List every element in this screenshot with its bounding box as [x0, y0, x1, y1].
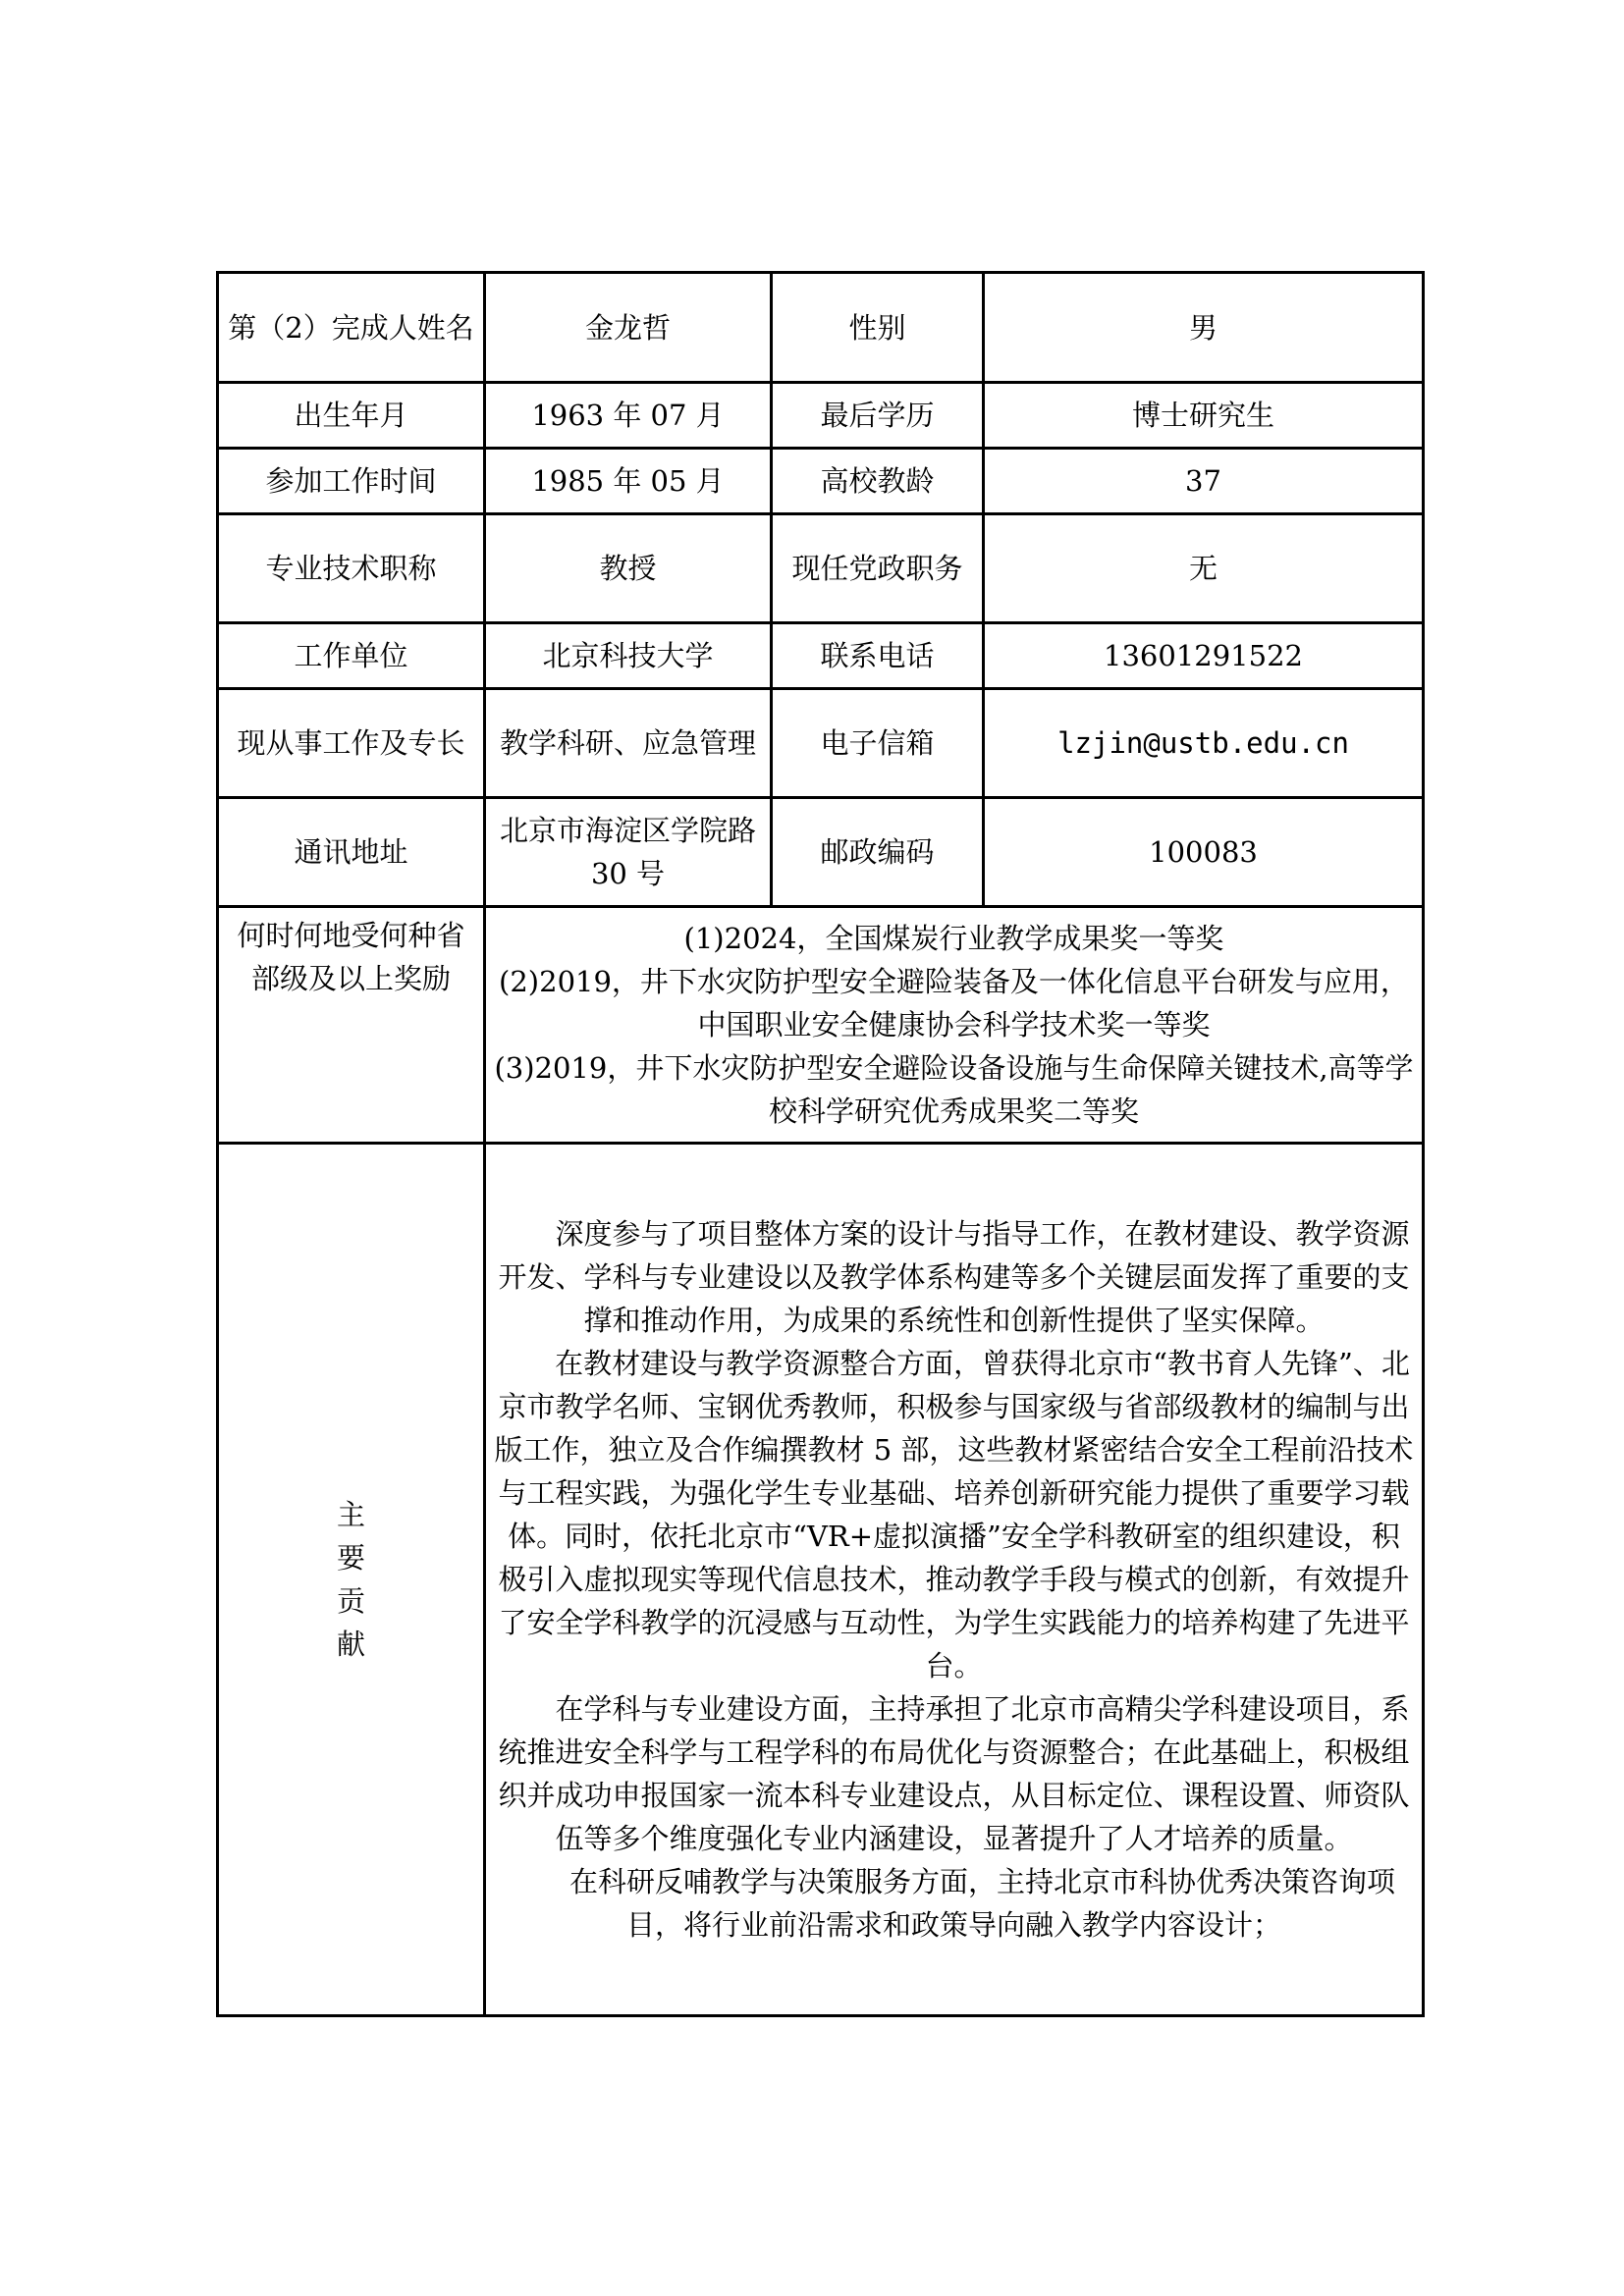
label-phone: 联系电话: [772, 623, 984, 689]
contribution-paragraph: 深度参与了项目整体方案的设计与指导工作，在教材建设、教学资源开发、学科与专业建设以及教学体系构建等多个关键层面发挥了重要的支撑和推动作用，为成果的系统性和创新性提供了坚实保障。: [498, 1217, 1410, 1337]
label-contribution: [218, 1144, 485, 2016]
label-specialty: 现从事工作及专长: [218, 689, 485, 798]
label-birth: 出生年月: [218, 383, 485, 449]
value-education: 博士研究生: [984, 383, 1424, 449]
label-gender: 性别: [772, 273, 984, 383]
value-name: 金龙哲: [485, 273, 772, 383]
label-email: 电子信箱: [772, 689, 984, 798]
value-address: 北京市海淀区学院路 30 号: [485, 798, 772, 907]
table-row-address: [218, 798, 1424, 907]
label-address: 通讯地址: [218, 798, 485, 907]
label-party-post: 现任党政职务: [772, 514, 984, 623]
contribution-text: [485, 1144, 1424, 2016]
value-teaching-years: 37: [984, 449, 1424, 514]
label-title: 专业技术职称: [218, 514, 485, 623]
award-item: (1)2024，全国煤炭行业教学成果奖一等奖: [683, 922, 1224, 955]
table-row-employer: [218, 623, 1424, 689]
value-birth: 1963 年 07 月: [485, 383, 772, 449]
label-contribution-char: 贡: [336, 1584, 365, 1618]
award-item: (2)2019，井下水灾防护型安全避险装备及一体化信息平台研发与应用，中国职业安全健康协会科学技术奖一等奖: [499, 965, 1409, 1041]
table-row-birth: [218, 383, 1424, 449]
label-work-start: 参加工作时间: [218, 449, 485, 514]
table-row-awards: [218, 907, 1424, 1144]
table-row-name: [218, 273, 1424, 383]
value-employer: 北京科技大学: [485, 623, 772, 689]
table-row-work-start: [218, 449, 1424, 514]
label-contribution-char: 主: [336, 1498, 365, 1531]
label-employer: 工作单位: [218, 623, 485, 689]
award-item: (3)2019，井下水灾防护型安全避险设备设施与生命保障关键技术,高等学校科学研究优秀成果奖二等奖: [494, 1051, 1414, 1128]
value-gender: 男: [984, 273, 1424, 383]
value-work-start: 1985 年 05 月: [485, 449, 772, 514]
value-title: 教授: [485, 514, 772, 623]
value-phone: 13601291522: [984, 623, 1424, 689]
label-contribution-char: 献: [336, 1628, 365, 1661]
value-email: lzjin@ustb.edu.cn: [984, 689, 1424, 798]
table-row-contribution: [218, 1144, 1424, 2016]
value-postcode: 100083: [984, 798, 1424, 907]
label-teaching-years: 高校教龄: [772, 449, 984, 514]
awards-list: [485, 907, 1424, 1144]
label-education: 最后学历: [772, 383, 984, 449]
label-name: 第（2）完成人姓名: [218, 273, 485, 383]
contribution-paragraph: 在教材建设与教学资源整合方面，曾获得北京市“教书育人先锋”、北京市教学名师、宝钢优秀教师，积极参与国家级与省部级教材的编制与出版工作，独立及合作编撰教材 5 部，这些教材紧密结合安全工程前沿技术与工程实践，为强化学生专业基础、培养创新研究能力提供了重要学习载体。同时，依托北京市“VR+虚拟演播”安全学科教研室的组织建设，积极引入虚拟现实等现代信息技术，推动教学手段与模式的创新，有效提升了安全学科教学的沉浸感与互动性，为学生实践能力的培养构建了先进平台。: [494, 1347, 1414, 1682]
label-awards: 何时何地受何种省部级及以上奖励: [218, 907, 485, 1144]
contribution-paragraph: 在科研反哺教学与决策服务方面，主持北京市科协优秀决策咨询项目，将行业前沿需求和政策导向融入教学内容设计；: [568, 1865, 1395, 1942]
table-row-title: [218, 514, 1424, 623]
contribution-paragraph: 在学科与专业建设方面，主持承担了北京市高精尖学科建设项目，系统推进安全科学与工程学科的布局优化与资源整合；在此基础上，积极组织并成功申报国家一流本科专业建设点，从目标定位、课程设置、师资队伍等多个维度强化专业内涵建设，显著提升了人才培养的质量。: [498, 1692, 1410, 1855]
table-row-specialty: [218, 689, 1424, 798]
personal-info-table: [216, 271, 1425, 2017]
value-specialty: 教学科研、应急管理: [485, 689, 772, 798]
value-party-post: 无: [984, 514, 1424, 623]
label-postcode: 邮政编码: [772, 798, 984, 907]
label-contribution-char: 要: [336, 1541, 365, 1575]
